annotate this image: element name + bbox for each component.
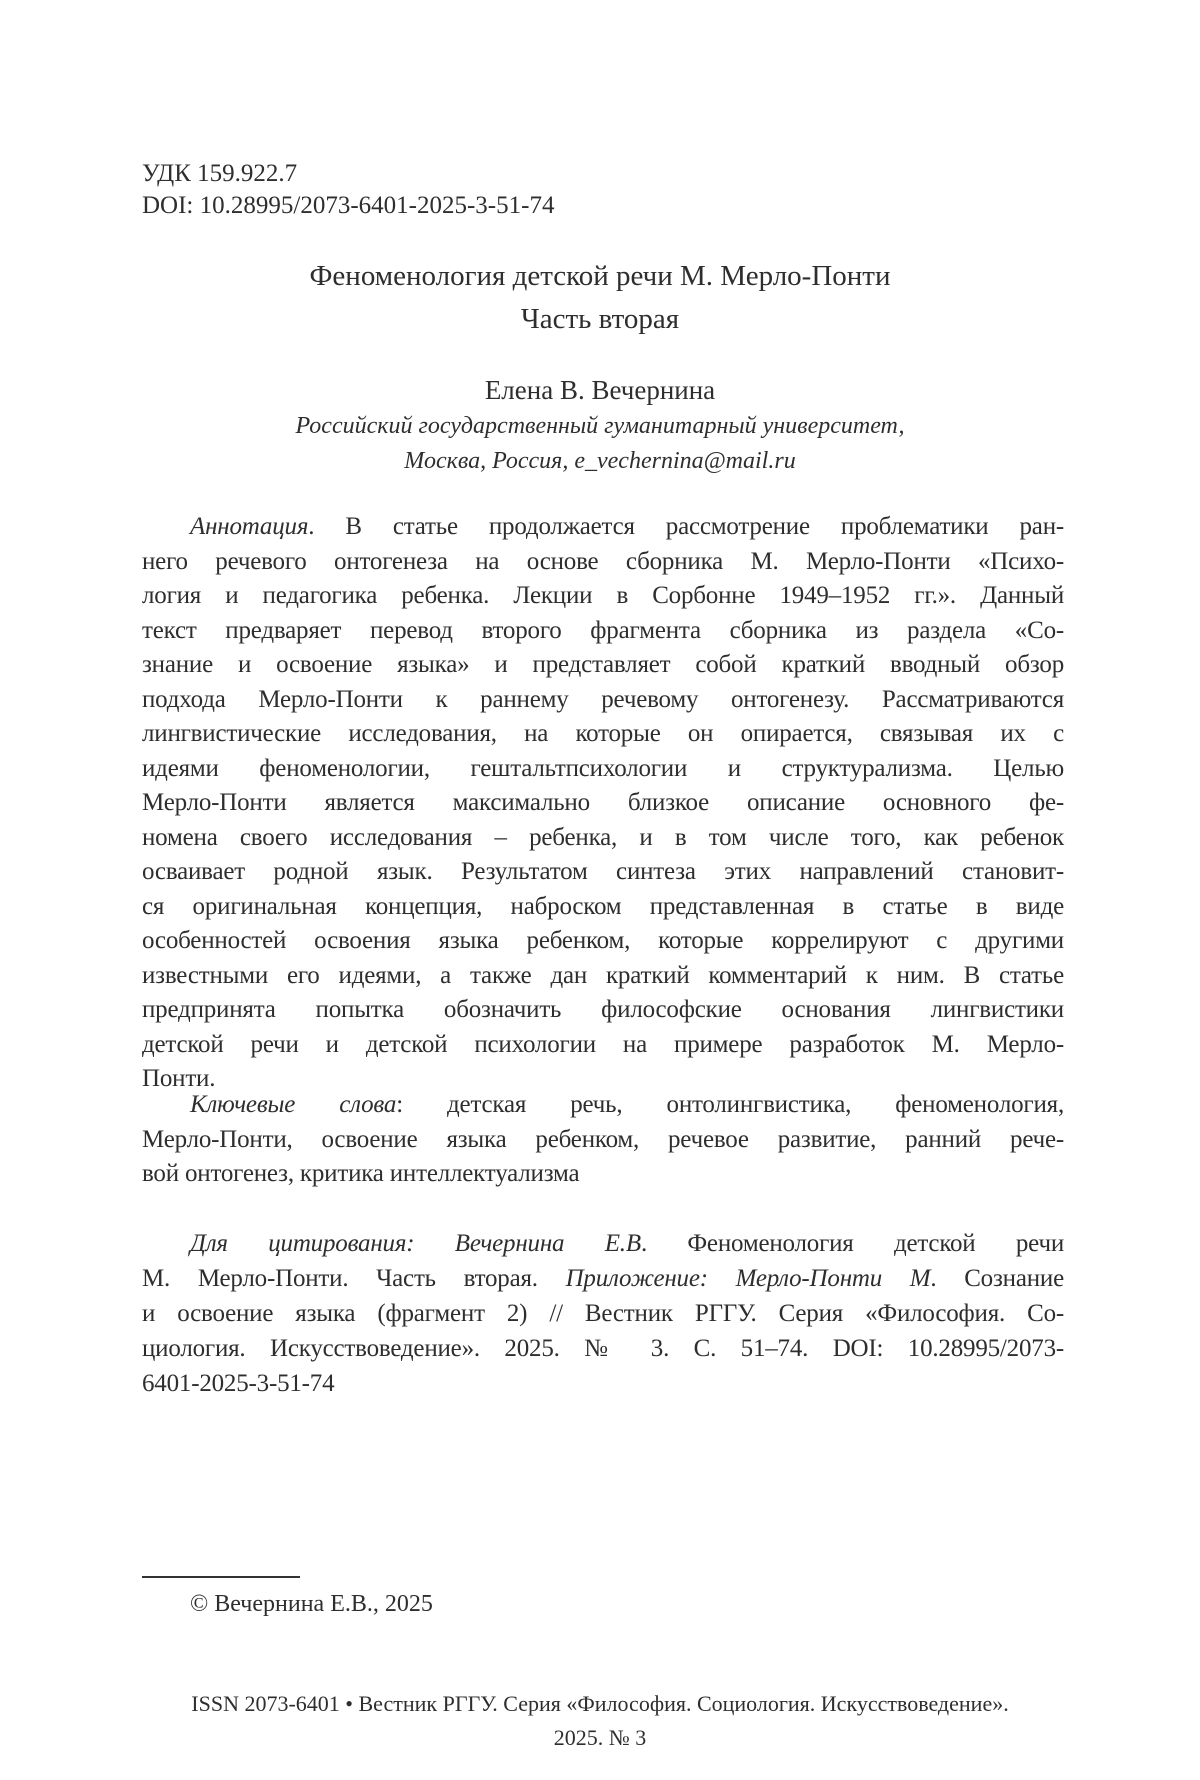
abstract-line [142,993,1064,1028]
text: текст предваряет перевод второго фрагмента сборника из раздела «Со- [142,616,1064,644]
abstract-line [142,717,1064,752]
text: . Сознание [930,1265,1064,1292]
italic-text: Аннотация [190,513,309,540]
abstract-line [142,648,1064,683]
abstract-line [142,545,1064,580]
abstract-line [142,579,1064,614]
abstract-line [142,752,1064,787]
journal-footer [0,1687,1200,1755]
abstract-line [142,924,1064,959]
text: Мерло-Понти является максимально близкое описание основного фе- [142,789,1064,816]
keywords-line [142,1157,1064,1192]
abstract-line [142,1028,1064,1063]
abstract-line [142,786,1064,821]
text: Мерло-Понти, освоение языка ребенком, речевое развитие, ранний рече- [142,1125,1064,1153]
text: : детская речь, онтолингвистика, феноменология, [396,1091,1064,1118]
text: особенностей освоения языка ребенком, которые коррелируют с другими [142,927,1064,954]
citation [142,1226,1064,1401]
text: идеями феноменологии, гештальтпсихологии и структурализма. Целью [142,754,1064,782]
text: лингвистические исследования, на которые он опирается, связывая их с [142,720,1064,747]
italic-text: Ключевые слова [190,1091,397,1118]
article-title [0,255,1200,341]
abstract-line [142,959,1064,994]
udk-code: УДК 159.922.7 [142,160,298,187]
citation-line [142,1366,1064,1401]
copyright-note: © Вечернина Е.В., 2025 [190,1591,433,1617]
citation-line [142,1296,1064,1331]
abstract [142,510,1064,1097]
keywords [142,1088,1064,1192]
affiliation-line-2: Москва, Россия, e_vechernina@mail.ru [404,448,796,474]
text: . В статье продолжается рассмотрение проблематики ран- [308,513,1064,540]
text: номена своего исследования – ребенка, и в том числе того, как ребенок [142,823,1064,851]
abstract-line [142,683,1064,718]
author-name: Елена В. Вечернина [484,375,716,405]
text: осваивает родной язык. Результатом синтеза этих направлений становит- [142,858,1064,885]
italic-text: Для цитирования: Вечернина Е.В [190,1230,641,1257]
abstract-line [142,890,1064,925]
text: знание и освоение языка» и представляет собой краткий вводный обзор [142,651,1064,678]
abstract-line [142,821,1064,856]
text: него речевого онтогенеза на основе сборника М. Мерло-Понти «Психо- [142,547,1064,575]
text: подхода Мерло-Понти к раннему речевому онтогенезу. Рассматриваются [142,685,1064,713]
text: ся оригинальная концепция, наброском представленная в статье в виде [142,892,1064,920]
abstract-line [142,855,1064,890]
text: Понти. [142,1065,216,1092]
footer-line-2: 2025. № 3 [553,1725,647,1750]
text: циология. Искусствоведение». 2025. № 3. С. 51–74. DOI: 10.28995/2073- [142,1335,1064,1362]
title-line-2: Часть вторая [520,303,680,335]
doi: DOI: 10.28995/2073-6401-2025-3-51-74 [142,192,555,219]
author-affiliation [0,409,1200,479]
text: вой онтогенез, критика интеллектуализма [142,1160,580,1187]
citation-line [142,1331,1064,1366]
text: и освоение языка (фрагмент 2) // Вестник РГГУ. Серия «Философия. Со- [142,1300,1064,1327]
abstract-line [142,614,1064,649]
footnote-divider [142,1576,300,1578]
italic-text: Приложение: Мерло-Понти М [565,1265,931,1292]
text: известными его идеями, а также дан краткий комментарий к ним. В статье [142,961,1064,989]
citation-line [142,1226,1064,1261]
text: детской речи и детской психологии на примере разработок М. Мерло- [142,1030,1064,1058]
title-line-1: Феноменология детской речи М. Мерло-Понти [309,260,891,292]
footer-line-1: ISSN 2073-6401 • Вестник РГГУ. Серия «Философия. Социология. Искусствоведение». [191,1691,1009,1716]
text: логия и педагогика ребенка. Лекции в Сорбонне 1949–1952 гг.». Данный [142,582,1064,609]
text: . Феноменология детской речи [640,1230,1064,1257]
text: М. Мерло-Понти. Часть вторая. [142,1265,566,1292]
keywords-line [142,1088,1064,1123]
text: 6401-2025-3-51-74 [142,1370,335,1397]
text: предпринята попытка обозначить философские основания лингвистики [142,996,1064,1023]
abstract-line [142,510,1064,545]
keywords-line [142,1123,1064,1158]
affiliation-line-1: Российский государственный гуманитарный университет, [295,413,905,439]
citation-line [142,1261,1064,1296]
